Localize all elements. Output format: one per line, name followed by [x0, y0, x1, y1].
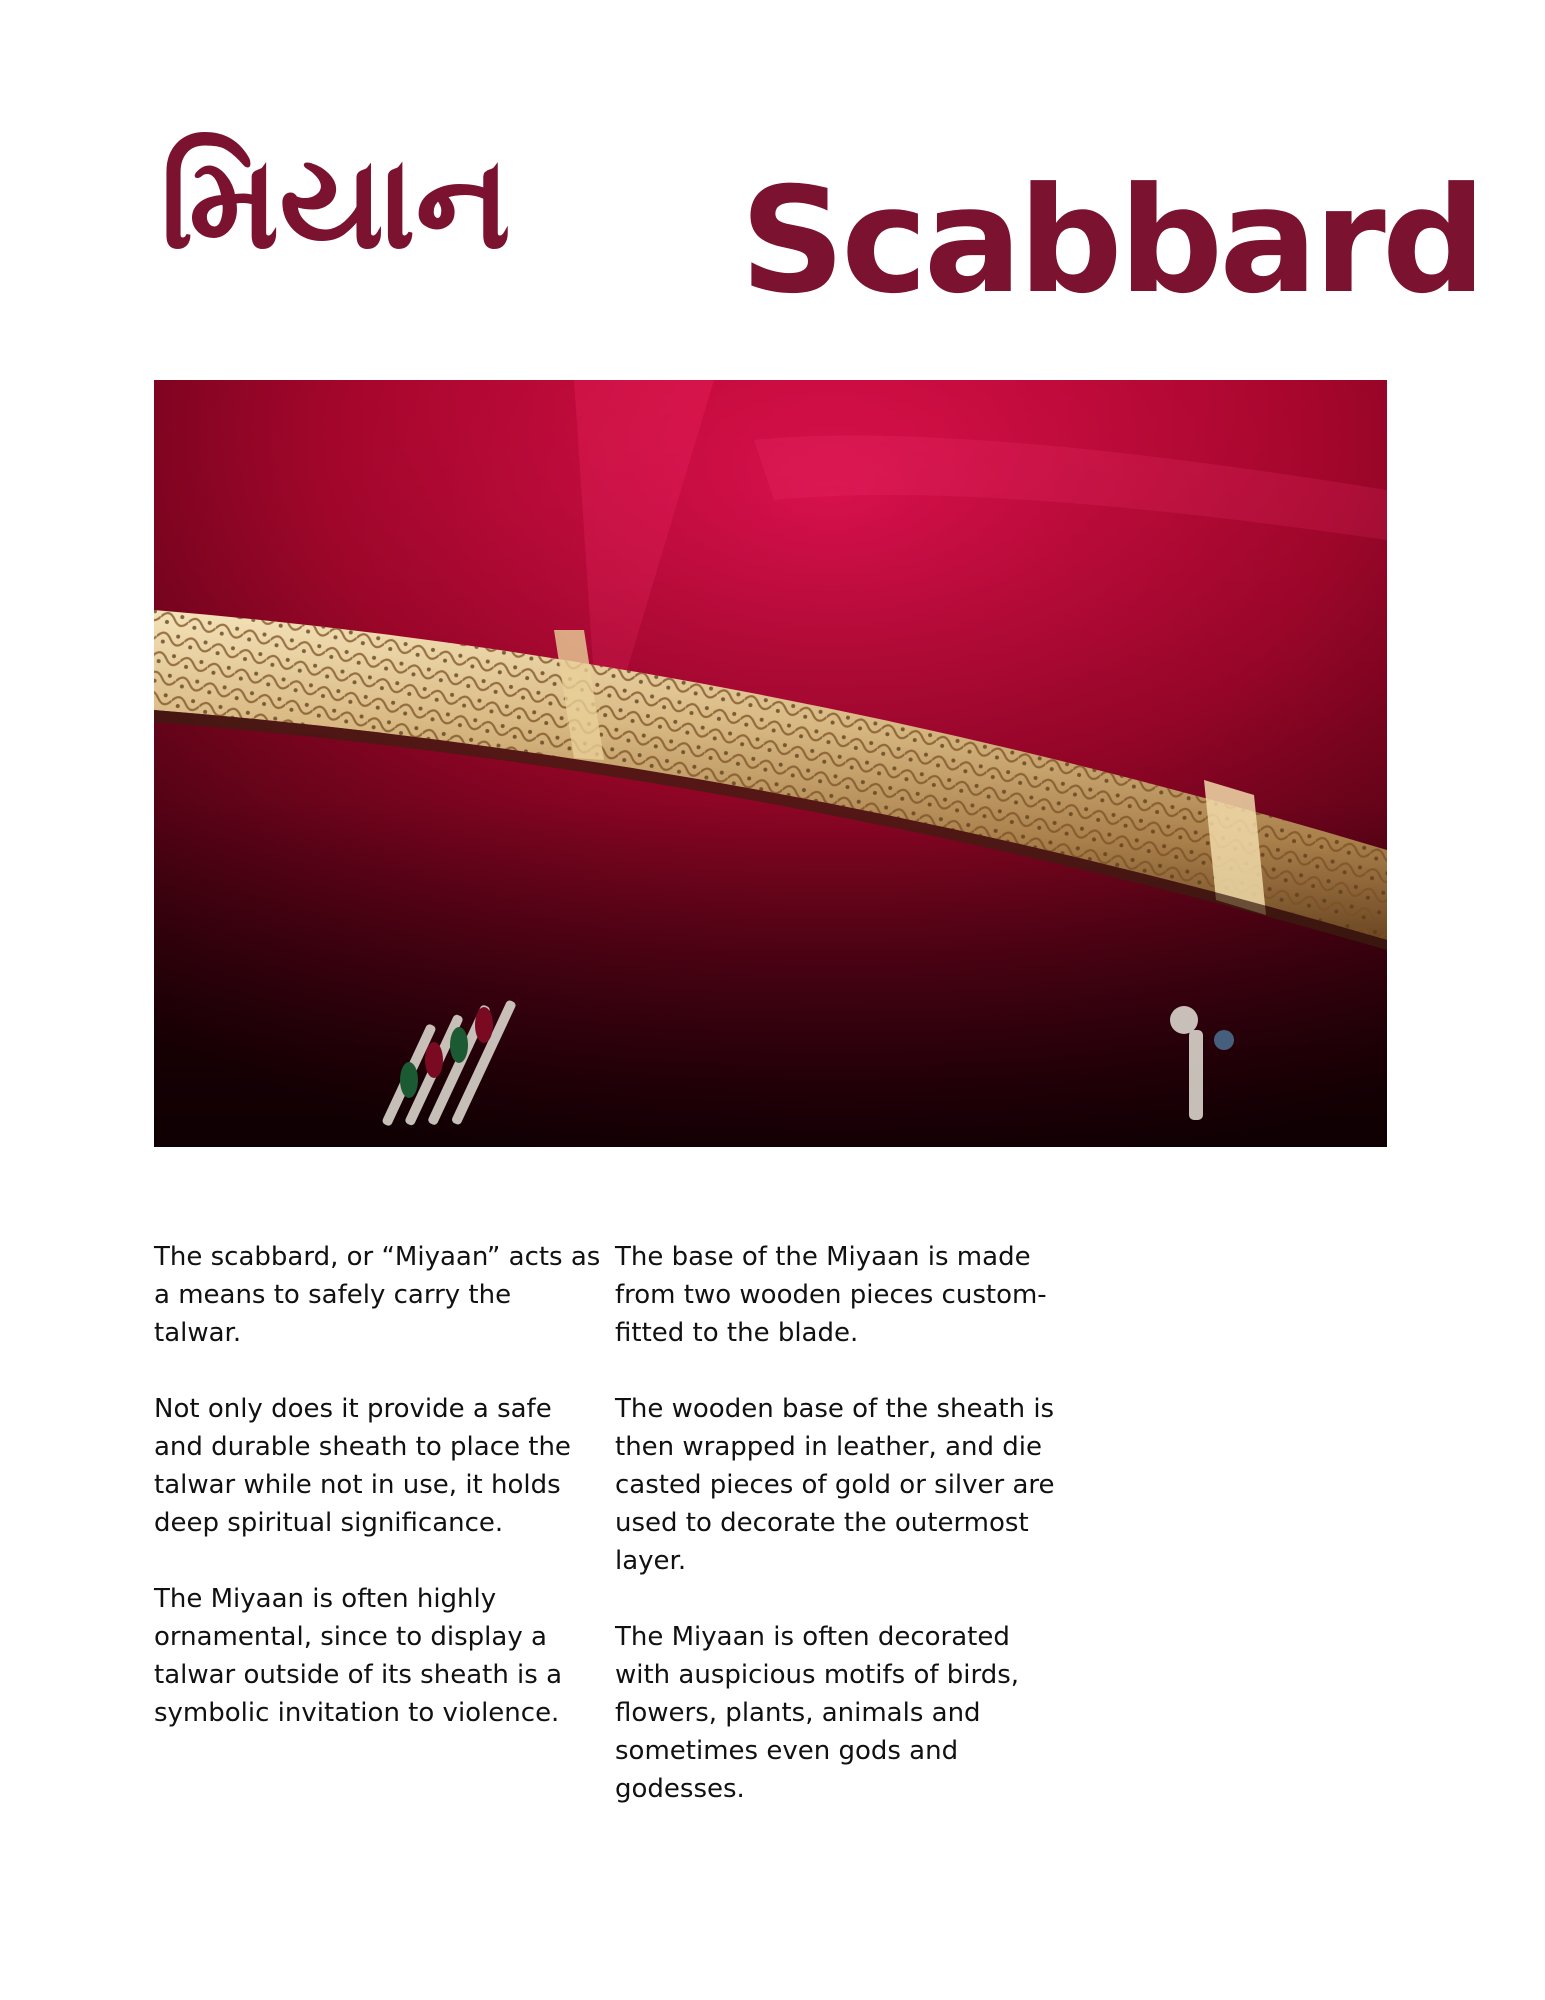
paragraph: The Miyaan is often decorated with auspicious motifs of birds, flowers, plants, animals and sometimes even gods and godesses. — [615, 1622, 1020, 1804]
paragraph: The base of the Miyaan is made from two wooden pieces custom-fitted to the blade. — [615, 1242, 1047, 1348]
right-text-column — [615, 1238, 1065, 1846]
scabbard-photo — [154, 380, 1387, 1147]
page-title: Scabbard — [740, 156, 1483, 326]
gujarati-title: મિયાન — [160, 129, 511, 278]
paragraph: Not only does it provide a safe and durable sheath to place the talwar while not in use, it holds deep spiritual significance. — [154, 1394, 571, 1538]
paragraph: The Miyaan is often highly ornamental, since to display a talwar outside of its sheath is a symbolic invitation to violence. — [154, 1584, 563, 1728]
paragraph: The scabbard, or “Miyaan” acts as a means to safely carry the talwar. — [154, 1242, 601, 1348]
left-text-column — [154, 1238, 604, 1770]
paragraph: The wooden base of the sheath is then wrapped in leather, and die casted pieces of gold or silver are used to decorate the outermost layer. — [615, 1394, 1055, 1576]
